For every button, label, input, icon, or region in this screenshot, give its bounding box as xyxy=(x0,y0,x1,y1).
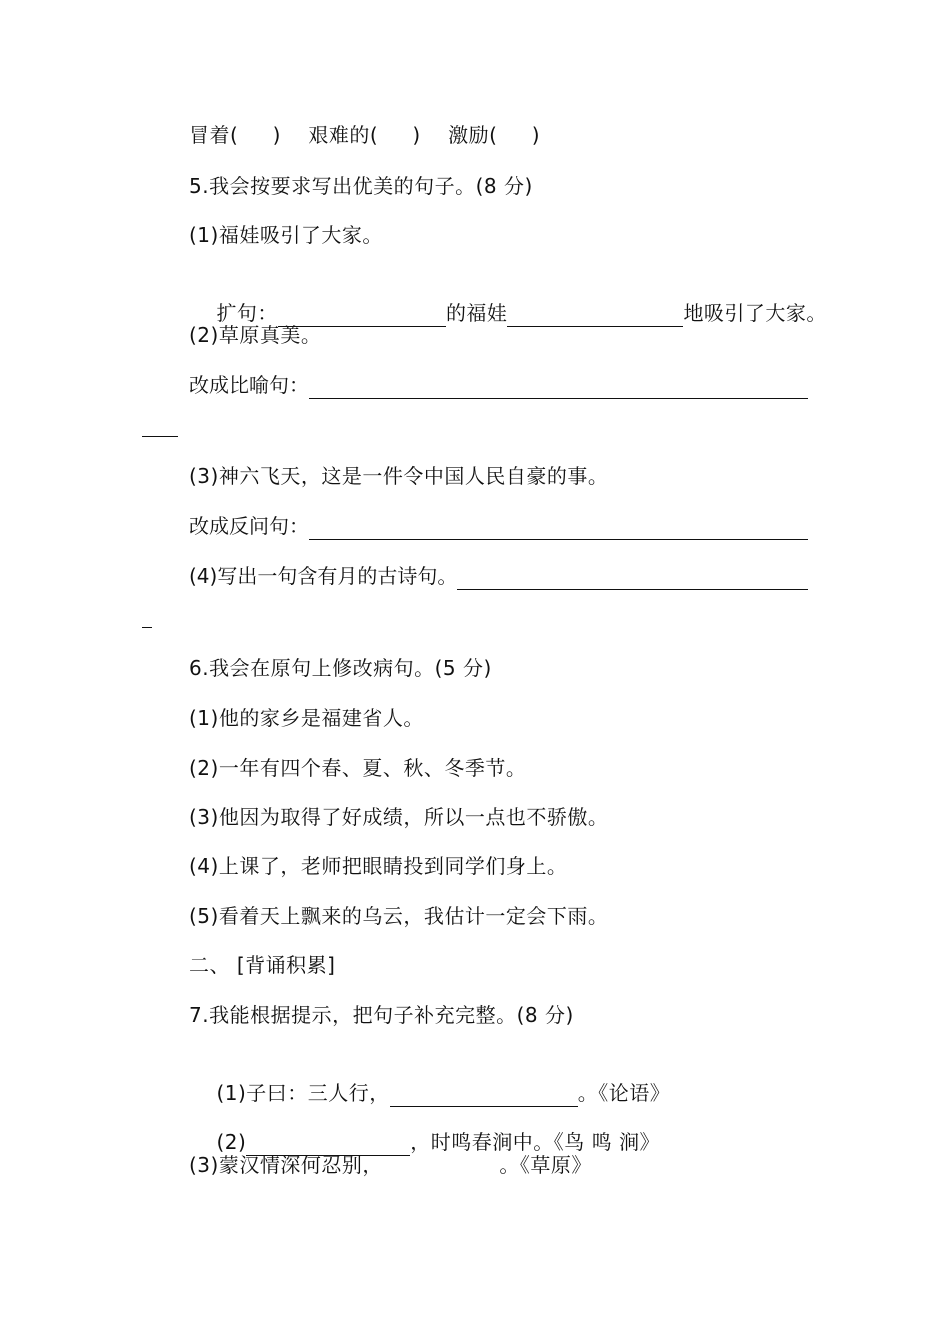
question-5-heading: 5.我会按要求写出优美的句子。(8 分) xyxy=(189,174,533,198)
answer-blank-3[interactable] xyxy=(309,376,808,399)
question-6-5: (5)看着天上飘来的乌云，我估计一定会下雨。 xyxy=(189,904,609,928)
expand-label: 扩句： xyxy=(216,301,278,325)
question-7-heading: 7.我能根据提示，把句子补充完整。(8 分) xyxy=(189,1003,574,1027)
fuwa-text: 的福娃 xyxy=(445,301,508,325)
answer-blank-4[interactable] xyxy=(309,517,808,540)
answer-blank-5[interactable] xyxy=(457,567,808,590)
answer-blank-2[interactable] xyxy=(507,304,683,327)
question-7-3-line: (3)蒙汉情深何忍别， 。《草原》 xyxy=(189,1153,592,1177)
question-7-1-source: 。《论语》 xyxy=(577,1081,671,1105)
attract-text: 地吸引了大家。 xyxy=(683,301,827,325)
question-7-2-source: ，时鸣春涧中。《鸟 鸣 涧》 xyxy=(410,1130,660,1154)
rhetorical-label: 改成反问句： xyxy=(189,514,309,538)
question-7-1-prompt: (1)子曰：三人行， xyxy=(216,1081,390,1105)
section-2-heading: 二、 [背诵积累] xyxy=(189,953,336,977)
question-5-4-line xyxy=(189,562,808,590)
question-6-2: (2)一年有四个春、夏、秋、冬季节。 xyxy=(189,756,527,780)
question-5-2-answer-line xyxy=(189,371,808,399)
question-5-2-prompt: (2)草原真美。 xyxy=(189,323,322,347)
answer-blank-3-continuation xyxy=(142,436,178,437)
question-6-1: (1)他的家乡是福建省人。 xyxy=(189,706,424,730)
question-7-2-number: (2) xyxy=(216,1130,247,1154)
question-5-4-prompt: (4)写出一句含有月的古诗句。 xyxy=(189,564,458,588)
question-5-3-answer-line xyxy=(189,512,808,540)
answer-blank-5-continuation xyxy=(142,627,152,628)
question-5-3-prompt: (3)神六飞天，这是一件令中国人民自豪的事。 xyxy=(189,464,609,488)
question-6-heading: 6.我会在原句上修改病句。(5 分) xyxy=(189,656,492,680)
word-fill-line: 冒着( ) 艰难的( ) 激励( ) xyxy=(189,123,541,147)
metaphor-label: 改成比喻句： xyxy=(189,373,309,397)
question-6-3: (3)他因为取得了好成绩，所以一点也不骄傲。 xyxy=(189,805,609,829)
question-6-4: (4)上课了，老师把眼睛投到同学们身上。 xyxy=(189,854,568,878)
question-5-1-prompt: (1)福娃吸引了大家。 xyxy=(189,223,383,247)
